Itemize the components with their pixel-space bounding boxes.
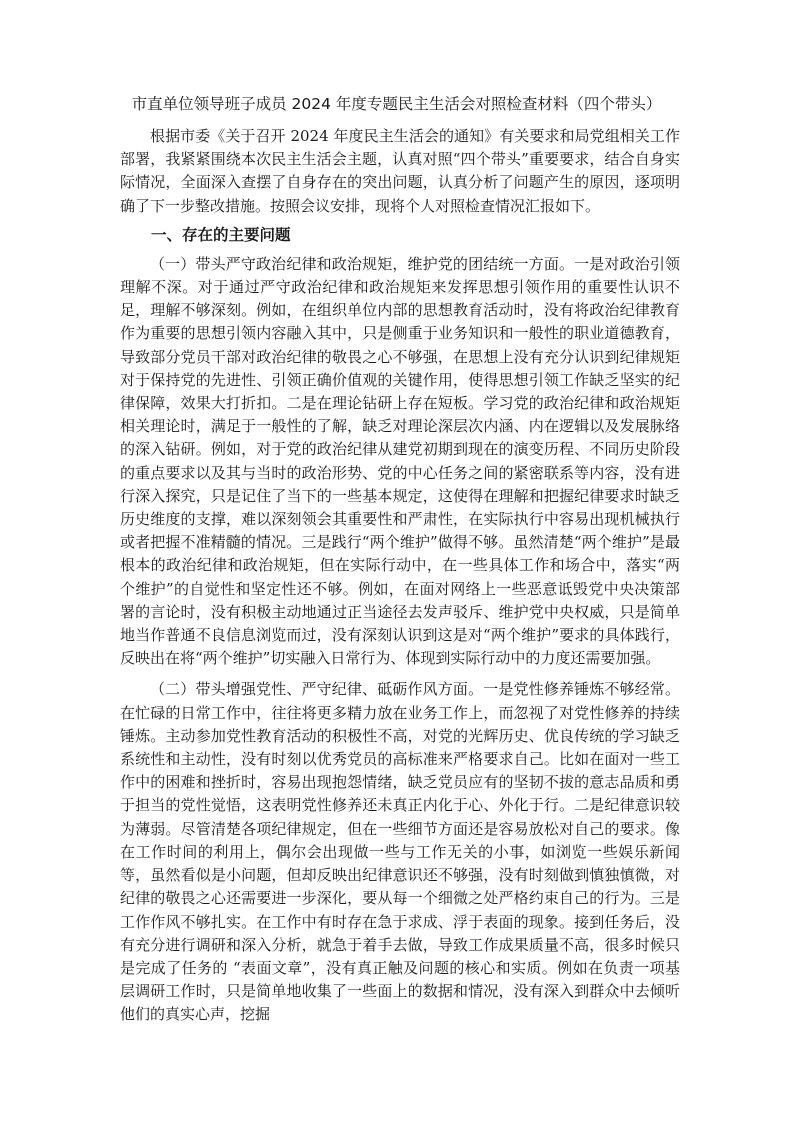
document-title: 市直单位领导班子成员 2024 年度专题民主生活会对照检查材料（四个带头） <box>131 95 662 113</box>
paragraph-party-spirit: （二）带头增强党性、严守纪律、砥砺作风方面。一是党性修养锤炼不够经常。在忙碌的日常工作中，往往将更多精力放在业务工作上，而忽视了对党性修养的持续锤炼。主动参加党性教育活动的积极性不高，对党的光辉历史、优良传统的学习缺乏系统性和主动性，没有时刻以优秀党员的高标准来严格要求自己。比如在面对一些工作中的困难和挫折时，容易出现抱怨情绪，缺乏党员应有的坚韧不拔的意志品质和勇于担当的党性觉悟，这表明党性修养还未真正内化于心、外化于行。二是纪律意识较为薄弱。尽管清楚各项纪律规定，但在一些细节方面还是容易放松对自己的要求。像在工作时间的利用上，偶尔会出现做一些与工作无关的小事，如浏览一些娱乐新闻等，虽然看似是小问题，但却反映出纪律意识还不够强，没有时刻做到慎独慎微，对纪律的敬畏之心还需要进一步深化，要从每一个细微之处严格约束自己的行为。三是工作作风不够扎实。在工作中有时存在急于求成、浮于表面的现象。接到任务后，没有充分进行调研和深入分析，就急于着手去做，导致工作成果质量不高，很多时候只是完成了任务的 “表面文章”，没有真正触及问题的核心和实质。例如在负责一项基层调研工作时，只是简单地收集了一些面上的数据和情况，没有深入到群众中去倾听他们的真实心声，挖掘 <box>120 680 680 1024</box>
document-body <box>120 125 680 1027</box>
section-heading-problems: 一、存在的主要问题 <box>151 225 291 244</box>
paragraph-political-discipline: （一）带头严守政治纪律和政治规矩，维护党的团结统一方面。一是对政治引领理解不深。对于通过严守政治纪律和政治规矩来发挥思想引领作用的重要性认识不足，理解不够深刻。例如，在组织单位内部的思想教育活动时，没有将政治纪律教育作为重要的思想引领内容融入其中，只是侧重于业务知识和一般性的职业道德教育，导致部分党员干部对政治纪律的敬畏之心不够强，在思想上没有充分认识到纪律规矩对于保持党的先进性、引领正确价值观的关键作用，使得思想引领工作缺乏坚实的纪律保障，效果大打折扣。二是在理论钻研上存在短板。学习党的政治纪律和政治规矩相关理论时，满足于一般性的了解，缺乏对理论深层次内涵、内在逻辑以及发展脉络的深入钻研。例如，对于党的政治纪律从建党初期到现在的演变历程、不同历史阶段的重点要求以及其与当时的政治形势、党的中心任务之间的紧密联系等内容，没有进行深入探究，只是记住了当下的一些基本规定，这使得在理解和把握纪律要求时缺乏历史维度的支撑，难以深刻领会其重要性和严肃性，在实际执行中容易出现机械执行或者把握不准精髓的情况。三是践行“两个维护”做得不够。虽然清楚“两个维护”是最根本的政治纪律和政治规矩，但在实际行动中，在一些具体工作和场合中，落实“两个维护”的自觉性和坚定性还不够。例如，在面对网络上一些恶意诋毁党中央决策部署的言论时，没有积极主动地通过正当途径去发声驳斥、维护党中央权威，只是简单地当作普通不良信息浏览而过，没有深刻认识到这是对“两个维护”要求的具体践行，反映出在将“两个维护”切实融入日常行为、体现到实际行动中的力度还需要加强。 <box>120 254 680 668</box>
intro-paragraph: 根据市委《关于召开 2024 年度民主生活会的通知》有关要求和局党组相关工作部署，我紧紧围绕本次民主生活会主题，认真对照“四个带头”重要要求，结合自身实际情况，全面深入查摆了自身存在的突出问题，认真分析了问题产生的原因，逐项明确了下一步整改措施。按照会议安排，现将个人对照检查情况汇报如下。 <box>120 127 680 215</box>
